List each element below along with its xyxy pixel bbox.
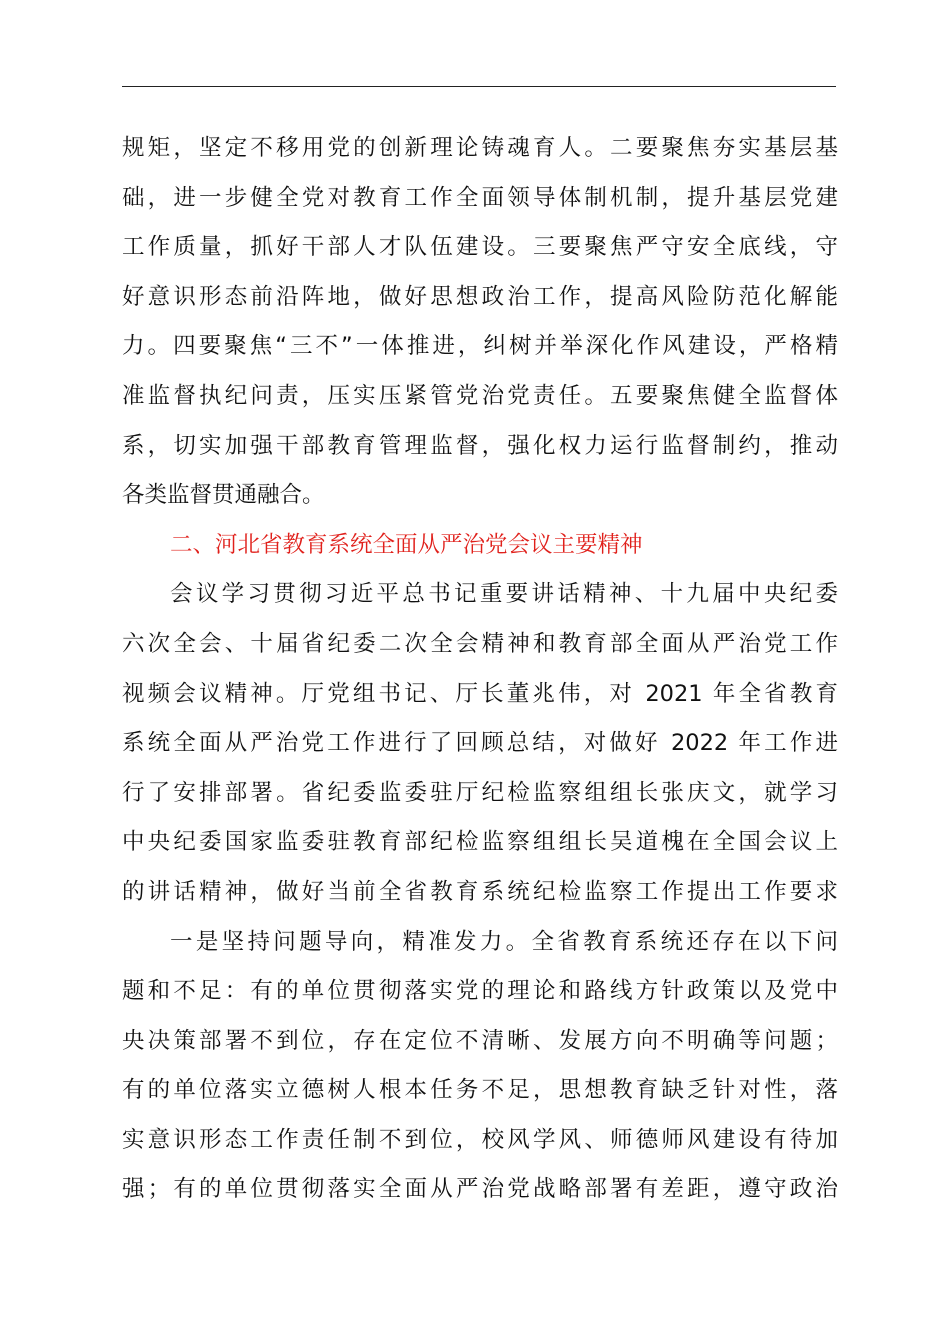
text-line: 题和不足：有的单位贯彻落实党的理论和路线方针政策以及党中 [122,978,838,1005]
text-line: 规矩，坚定不移用党的创新理论铸魂育人。二要聚焦夯实基层基 [122,135,838,161]
text-line: 视频会议精神。厅党组书记、厅长董兆伟，对 2021 年全省教育 [122,680,838,707]
text-line: 系统全面从严治党工作进行了回顾总结，对做好 2022 年工作进 [122,730,838,757]
text-line: 六次全会、十届省纪委二次全会精神和教育部全面从严治党工作 [122,630,838,657]
section-heading: 二、河北省教育系统全面从严治党会议主要精神 [170,531,643,558]
text-line: 准监督执纪问责，压实压紧管党治党责任。五要聚焦健全监督体 [122,382,838,409]
text-line: 础，进一步健全党对教育工作全面领导体制机制，提升基层党建 [122,184,838,211]
header-rule [122,86,836,87]
text-line: 央决策部署不到位，存在定位不清晰、发展方向不明确等问题； [122,1027,838,1054]
text-line: 会议学习贯彻习近平总书记重要讲话精神、十九届中央纪委 [170,581,838,608]
text-line: 有的单位落实立德树人根本任务不足，思想教育缺乏针对性，落 [122,1077,838,1104]
text-line: 实意识形态工作责任制不到位，校风学风、师德师风建设有待加 [122,1126,838,1153]
text-line: 各类监督贯通融合。 [122,482,325,509]
text-line: 系，切实加强干部教育管理监督，强化权力运行监督制约，推动 [122,432,838,459]
text-line: 好意识形态前沿阵地，做好思想政治工作，提高风险防范化解能 [122,283,838,310]
text-line: 强；有的单位贯彻落实全面从严治党战略部署有差距，遵守政治 [122,1176,838,1203]
text-line: 行了安排部署。省纪委监委驻厅纪检监察组组长张庆文，就学习 [122,779,838,806]
text-line: 力。四要聚焦“三不”一体推进，纠树并举深化作风建设，严格精 [122,333,838,360]
body-text [122,124,838,1215]
text-line: 的讲话精神，做好当前全省教育系统纪检监察工作提出工作要求 [122,878,838,905]
text-line: 一是坚持问题导向，精准发力。全省教育系统还存在以下问 [170,928,838,955]
text-line: 中央纪委国家监委驻教育部纪检监察组组长吴道槐在全国会议上 [122,829,838,856]
text-line: 工作质量，抓好干部人才队伍建设。三要聚焦严守安全底线，守 [122,234,838,261]
